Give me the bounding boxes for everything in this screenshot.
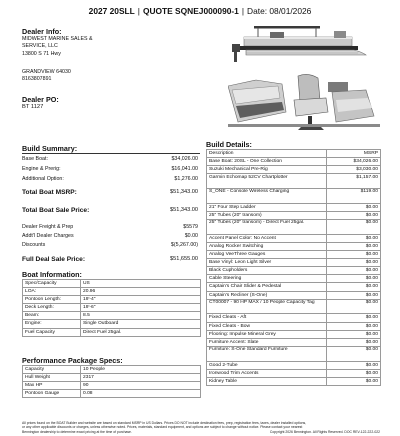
- boat-info-value: Direct Fuel 25gal.: [81, 328, 201, 336]
- summary-label: Additional Option:: [22, 176, 64, 182]
- table-row: [207, 259, 381, 267]
- performance-value: 10 People: [81, 366, 201, 374]
- summary-value: $16,041.00: [171, 166, 198, 172]
- document-header: 2027 20SLL | QUOTE SQNEJ000090-1 | Date: 08/01/2026: [88, 6, 312, 16]
- item-description: Captain's Chair Slider & Pedestal: [207, 283, 327, 291]
- boat-info-table: [22, 279, 201, 337]
- boat-info-value: US: [81, 280, 201, 288]
- performance-value: 90: [81, 382, 201, 390]
- adj-label: Discounts: [22, 242, 46, 248]
- summary-row-base: [22, 156, 198, 162]
- adj-value: $0.00: [184, 233, 198, 239]
- item-msrp: $0.00: [327, 283, 381, 291]
- table-row: [207, 369, 381, 377]
- item-msrp: $3,030.00: [327, 166, 381, 174]
- table-row: [23, 374, 201, 382]
- table-row: [23, 390, 201, 398]
- adj-row-freight: [22, 224, 198, 230]
- adj-row-charges: [22, 233, 198, 239]
- table-row: [207, 220, 381, 235]
- item-msrp: $0.00: [327, 346, 381, 361]
- item-description: Captain's Recliner (S-One): [207, 291, 327, 299]
- table-row: [207, 158, 381, 166]
- item-description: Kidney Table: [207, 377, 327, 385]
- item-description: Fixed Cleats - Bow: [207, 322, 327, 330]
- item-msrp: $0.00: [327, 330, 381, 338]
- quote-date: Date: 08/01/2026: [247, 6, 312, 16]
- build-summary-title: Build Summary:: [22, 144, 78, 153]
- table-row: [207, 203, 381, 211]
- item-description: CT00007 - 90 HP MAX / 10 People Capacity Tag: [207, 299, 327, 314]
- summary-row-engine: [22, 166, 198, 172]
- table-row: [23, 320, 201, 328]
- table-row: [207, 299, 381, 314]
- item-msrp: $0.00: [327, 220, 381, 235]
- dealer-city: GRANDVIEW 64030: [22, 69, 71, 75]
- item-description: Furniture Accent: Slate: [207, 338, 327, 346]
- boat-profile-image: [230, 22, 380, 70]
- table-row: [207, 283, 381, 291]
- table-row: [23, 312, 201, 320]
- summary-value: $1,276.00: [174, 176, 198, 182]
- adj-label: Dealer Freight & Prep: [22, 224, 74, 230]
- disclaimer-line1: All prices found on the BOAT Builder and website are based on standard MSRP in US Dollars. Prices DO NOT include destination fees, prep, registration fees, taxes, dealer installed options,: [22, 421, 307, 425]
- table-header-row: [207, 150, 381, 158]
- performance-label: Capacity: [23, 366, 81, 374]
- total-msrp-row: [22, 189, 198, 196]
- performance-label: Hull Weight: [23, 374, 81, 382]
- summary-label: Base Boat:: [22, 156, 48, 162]
- item-msrp: $0.00: [327, 251, 381, 259]
- boat-info-title: Boat Information:: [22, 270, 82, 279]
- item-msrp: $0.00: [327, 259, 381, 267]
- table-row: [207, 330, 381, 338]
- item-description: Good 2-Tube: [207, 361, 327, 369]
- item-msrp: $0.00: [327, 322, 381, 330]
- dealer-phone: 8163807891: [22, 76, 52, 83]
- table-row: [207, 275, 381, 283]
- item-description: Suzuki Mechanical Pre-Rig: [207, 166, 327, 174]
- column-header-msrp: MSRP: [327, 150, 381, 158]
- boat-info-label: Beam:: [23, 312, 81, 320]
- boat-info-label: Fuel Capacity: [23, 328, 81, 336]
- adj-row-discounts: [22, 242, 198, 248]
- item-description: Base Boat: 20SL - One Collection: [207, 158, 327, 166]
- boat-info-value: 20.96: [81, 288, 201, 296]
- summary-value: $34,026.00: [171, 156, 198, 162]
- item-msrp: $0.00: [327, 203, 381, 211]
- dealer-street: 13800 S 71 Hwy: [22, 50, 61, 57]
- dealer-name-line1: MIDWEST MARINE SALES &: [22, 36, 93, 42]
- model-name: 2027 20SLL: [88, 6, 135, 16]
- table-row: [207, 291, 381, 299]
- table-row: [23, 280, 201, 288]
- build-details-title: Build Details:: [206, 140, 252, 149]
- summary-label: Engine & Prerig:: [22, 166, 61, 172]
- item-description: Accent Panel Color: No Accent: [207, 234, 327, 242]
- boat-interior-image: [228, 72, 380, 134]
- table-row: [207, 361, 381, 369]
- boat-info-value: 8.5: [81, 312, 201, 320]
- full-deal-value: $51,655.00: [170, 256, 198, 262]
- item-msrp: $0.00: [327, 361, 381, 369]
- item-msrp: $0.00: [327, 338, 381, 346]
- item-msrp: $0.00: [327, 234, 381, 242]
- item-description: Flooring: Impulse Mineral Grey: [207, 330, 327, 338]
- boat-info-label: LOA:: [23, 288, 81, 296]
- item-msrp: $0.00: [327, 242, 381, 250]
- disclaimer-line3-row: [22, 430, 380, 434]
- table-row: [207, 377, 381, 385]
- adj-value: $(5,267.00): [170, 242, 198, 248]
- build-summary-rule: [22, 153, 200, 154]
- table-row: [207, 338, 381, 346]
- item-msrp: $0.00: [327, 369, 381, 377]
- full-deal-row: [22, 256, 198, 263]
- disclaimer-line2: or any other applicable discounts or charges, unless otherwise noted. Prices, materials, standard equipment, and options are subject to change without notice. Please contact your nearest: [22, 425, 303, 430]
- summary-row-additional: [22, 176, 198, 182]
- table-row: [207, 234, 381, 242]
- total-msrp-value: $51,343.00: [170, 189, 198, 195]
- dealer-po-value: BT 1127: [22, 104, 44, 110]
- performance-title: Performance Package Specs:: [22, 356, 123, 365]
- build-details-table: [206, 149, 381, 386]
- boat-info-label: Deck Length:: [23, 304, 81, 312]
- copyright-text: Copyright 2026 Bennington. All Rights Reserved. DOC REV-122-222-022: [269, 429, 380, 434]
- column-header-description: Description: [207, 150, 327, 158]
- dealer-name-line2: SERVICE, LLC: [22, 43, 58, 50]
- item-msrp: $0.00: [327, 267, 381, 275]
- table-row: [207, 189, 381, 204]
- table-row: [207, 251, 381, 259]
- table-row: [207, 242, 381, 250]
- full-deal-label: Full Deal Sale Price:: [22, 256, 86, 263]
- boat-info-value: 19'-6": [81, 304, 201, 312]
- boat-info-value: 19'-4": [81, 296, 201, 304]
- dealer-address-block: [22, 36, 93, 58]
- table-row: [23, 382, 201, 390]
- item-description: Cable Steering: [207, 275, 327, 283]
- table-row: [207, 267, 381, 275]
- performance-value: 2317: [81, 374, 201, 382]
- item-msrp: $0.00: [327, 299, 381, 314]
- item-msrp: $0.00: [327, 377, 381, 385]
- item-description: 25" Tubes (20" transom) - Direct Fuel 25gal.: [207, 220, 327, 235]
- table-row: [23, 328, 201, 336]
- table-row: [23, 296, 201, 304]
- table-row: [207, 346, 381, 361]
- table-row: [23, 288, 201, 296]
- footer-disclaimer: [22, 421, 380, 434]
- item-description: Fixed Cleats - Aft: [207, 314, 327, 322]
- table-row: [207, 211, 381, 219]
- dealer-city-block: [22, 69, 71, 84]
- boat-info-label: Spec/Capacity: [23, 280, 81, 288]
- item-description: Furniture: S-One Standard Furniture: [207, 346, 327, 361]
- adj-label: Addt'l Dealer Charges: [22, 233, 74, 239]
- boat-info-value: Single Outboard: [81, 320, 201, 328]
- disclaimer-line3: Bennington dealership to determine exact pricing at the time of purchase.: [22, 429, 132, 434]
- boat-info-label: Engine:: [23, 320, 81, 328]
- item-description: 21" Four Step Ladder: [207, 203, 327, 211]
- item-description: Ironwood Trim Accents: [207, 369, 327, 377]
- dealer-po-title: Dealer PO:: [22, 95, 59, 104]
- total-sale-label: Total Boat Sale Price:: [22, 207, 90, 214]
- item-description: Garmin Echomap 52CV Chartplotter: [207, 174, 327, 189]
- item-msrp: $0.00: [327, 314, 381, 322]
- performance-label: Pontoon Gauge: [23, 390, 81, 398]
- total-sale-row: [22, 207, 198, 214]
- table-row: [207, 314, 381, 322]
- performance-table: [22, 365, 201, 398]
- item-description: Black Cupholders: [207, 267, 327, 275]
- table-row: [207, 322, 381, 330]
- item-description: Base Vinyl: Leon Light Silver: [207, 259, 327, 267]
- table-row: [23, 366, 201, 374]
- performance-value: 0.08: [81, 390, 201, 398]
- boat-info-label: Pontoon Length:: [23, 296, 81, 304]
- adj-value: $5579: [183, 224, 198, 230]
- item-description: S_ONE - Console Wireless Charging: [207, 189, 327, 204]
- table-row: [207, 174, 381, 189]
- item-msrp: $1,157.00: [327, 174, 381, 189]
- item-description: Analog Rocker Switching: [207, 242, 327, 250]
- table-row: [207, 166, 381, 174]
- item-msrp: $0.00: [327, 275, 381, 283]
- item-msrp: $34,026.00: [327, 158, 381, 166]
- performance-label: Max HP: [23, 382, 81, 390]
- item-msrp: $0.00: [327, 211, 381, 219]
- total-msrp-label: Total Boat MSRP:: [22, 189, 77, 196]
- table-row: [23, 304, 201, 312]
- item-description: 25" Tubes (20" transom): [207, 211, 327, 219]
- item-msrp: $119.00: [327, 189, 381, 204]
- quote-number: QUOTE SQNEJ000090-1: [142, 6, 239, 16]
- total-sale-value: $51,343.00: [170, 207, 198, 213]
- item-msrp: $0.00: [327, 291, 381, 299]
- item-description: Analog VeeThree Gauges: [207, 251, 327, 259]
- dealer-info-title: Dealer Info:: [22, 27, 62, 36]
